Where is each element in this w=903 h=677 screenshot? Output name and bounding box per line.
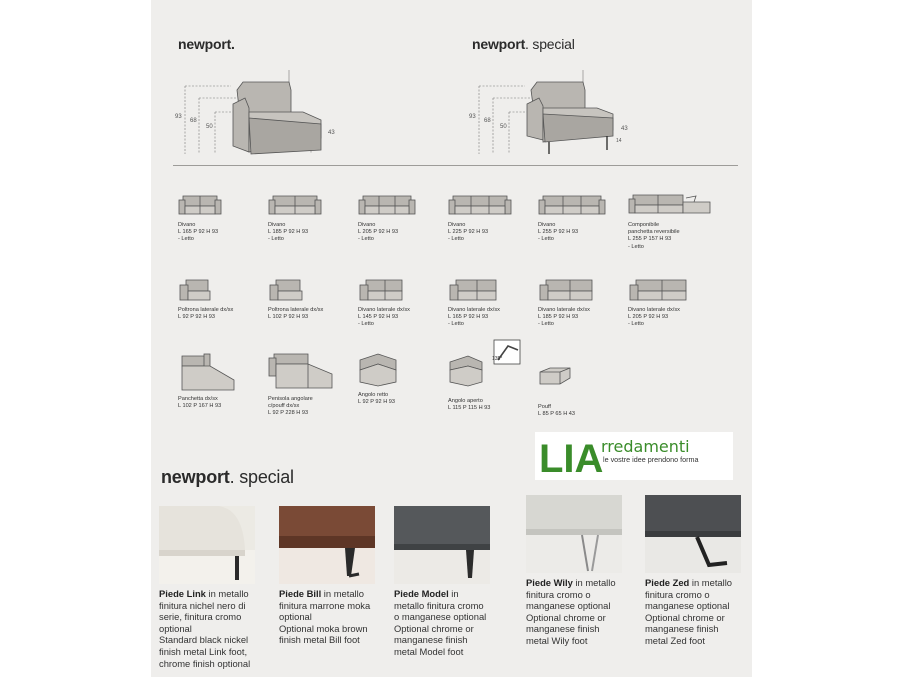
svg-text:rredamenti: rredamenti (601, 437, 690, 456)
svg-text:43: 43 (328, 130, 335, 136)
item-label: Angolo aperto L 115 P 115 H 93 (448, 398, 491, 412)
item-label: Pouff L 85 P 65 H 43 (538, 404, 576, 418)
foot-wily-text: Piede Wily in metallo finitura cromo o manganese optional Optional chrome or manganese finish metal Wily foot (526, 577, 616, 646)
armchair-dimension-drawing (171, 68, 351, 162)
item-label: Divano L 185 P 92 H 93 - Letto (268, 222, 309, 243)
angle-badge: 135° (492, 356, 503, 362)
item-label: Divano laterale dx/sx L 145 P 92 H 93 - Letto (358, 307, 410, 328)
item-label: Divano L 225 P 92 H 93 - Letto (448, 222, 489, 243)
item-label: Divano L 255 P 92 H 93 - Letto (538, 222, 579, 243)
foot-zed (645, 495, 741, 647)
item-poltrona-laterale-92 (178, 277, 258, 321)
item-angolo-aperto (448, 338, 528, 412)
foot-bill (279, 506, 375, 646)
item-label: Divano laterale dx/sx L 185 P 92 H 93 - Letto (538, 307, 590, 328)
section-title-newport-special: newport. special (161, 467, 294, 487)
foot-bill-text: Piede Bill in metallo finitura marrone moka optional Optional moka brown finish metal Bill foot (279, 588, 371, 646)
item-divano-165 (178, 192, 258, 244)
item-divano-laterale-145 (358, 277, 438, 329)
item-divano-185 (268, 192, 348, 244)
item-label: Divano laterale dx/sx L 205 P 92 H 93 - Letto (628, 307, 680, 328)
foot-zed-text: Piede Zed in metallo finitura cromo o manganese optional Optional chrome or manganese finish metal Zed foot (645, 577, 733, 646)
chaise-icon (178, 352, 236, 392)
svg-text:14: 14 (616, 138, 622, 144)
foot-model-photo (394, 506, 490, 584)
svg-text:43: 43 (621, 126, 628, 132)
foot-link-text: Piede Link in metallo finitura nichel nero di serie, finitura cromo optional Standard black nickel finish metal Link foot, chrome finish optional (159, 588, 251, 669)
svg-text:50: 50 (500, 124, 507, 130)
armchair-side-icon (178, 277, 212, 303)
brand-newport-special: newport. special (472, 36, 575, 52)
foot-wily-photo (526, 495, 622, 573)
foot-zed-photo (645, 495, 741, 573)
sofa-side-icon (358, 277, 404, 303)
foot-bill-photo (279, 506, 375, 584)
item-label: Poltrona laterale dx/sx L 92 P 92 H 93 (178, 307, 234, 321)
sofa-3seat-icon (448, 192, 512, 218)
sofa-side-icon (538, 277, 594, 303)
item-divano-205 (358, 192, 438, 244)
sofa-3seat-icon (538, 192, 606, 218)
item-label: Divano laterale dx/sx L 165 P 92 H 93 - Letto (448, 307, 500, 328)
sofa-2seat-icon (178, 192, 222, 218)
item-divano-225 (448, 192, 528, 244)
sofa-side-icon (448, 277, 498, 303)
item-divano-laterale-185 (538, 277, 618, 329)
item-label: Divano L 165 P 92 H 93 - Letto (178, 222, 219, 243)
catalog-page (151, 0, 752, 677)
sofa-chaise-icon (628, 192, 712, 218)
item-pouff (538, 366, 618, 418)
armchair-special-dimension-drawing (465, 68, 645, 162)
divider (173, 165, 738, 166)
item-divano-laterale-205 (628, 277, 708, 329)
item-penisola-angolare (268, 352, 348, 418)
item-label: Divano L 205 P 92 H 93 - Letto (358, 222, 399, 243)
item-componibile-panchetta (628, 192, 718, 251)
item-label: Componibile panchetta reversibile L 255 P 157 H 93 - Letto (628, 222, 680, 250)
foot-link (159, 506, 255, 669)
svg-text:LIA: LIA (539, 437, 604, 480)
sofa-2seat-icon (268, 192, 322, 218)
pouf-icon (538, 366, 572, 388)
svg-text:le vostre idee prendono forma: le vostre idee prendono forma (603, 455, 699, 464)
foot-link-photo (159, 506, 255, 584)
item-angolo-retto (358, 352, 438, 406)
sofa-3seat-icon (358, 192, 416, 218)
open-corner-icon (448, 338, 524, 388)
svg-text:68: 68 (190, 118, 197, 124)
svg-text:93: 93 (469, 114, 476, 120)
foot-model-text: Piede Model in metallo finitura cromo o manganese optional Optional chrome or manganese finish metal Model foot (394, 588, 487, 657)
item-label: Penisola angolare c/pouff dx/sx L 92 P 228 H 93 (268, 396, 313, 417)
item-panchetta (178, 352, 258, 410)
lia-logo-mark (535, 432, 733, 480)
svg-text:50: 50 (206, 124, 213, 130)
peninsula-icon (268, 352, 334, 392)
item-label: Poltrona laterale dx/sx L 102 P 92 H 93 (268, 307, 324, 321)
svg-text:93: 93 (175, 114, 182, 120)
lia-arredamenti-logo (535, 432, 733, 480)
item-divano-255 (538, 192, 618, 244)
brand-newport: newport. (178, 36, 235, 52)
sofa-side-icon (628, 277, 688, 303)
svg-text:68: 68 (484, 118, 491, 124)
item-poltrona-laterale-102 (268, 277, 348, 321)
foot-wily (526, 495, 622, 647)
item-label: Angolo retto L 92 P 92 H 93 (358, 392, 396, 406)
armchair-side-icon (268, 277, 304, 303)
corner-icon (358, 352, 398, 388)
item-divano-laterale-165 (448, 277, 528, 329)
foot-model (394, 506, 490, 658)
item-label: Panchetta dx/sx L 102 P 167 H 93 (178, 396, 222, 410)
